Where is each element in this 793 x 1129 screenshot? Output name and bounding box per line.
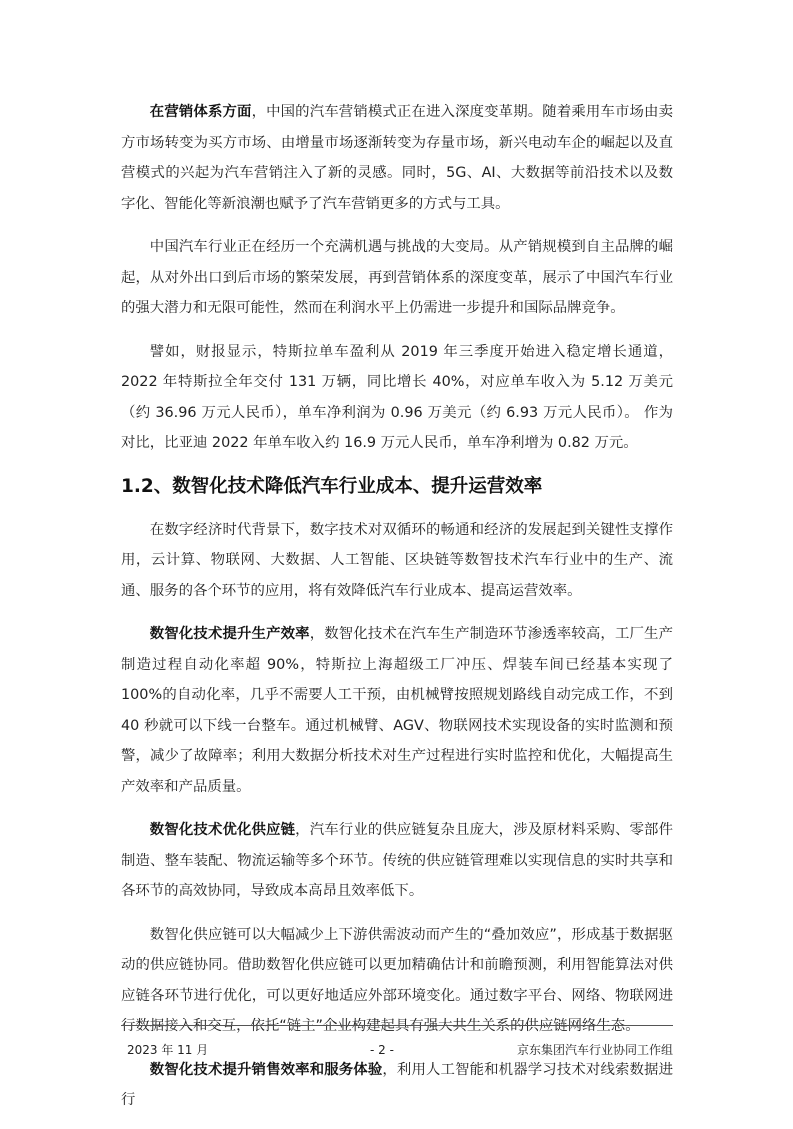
paragraph-lead: 在营销体系方面 <box>149 104 252 120</box>
paragraph-digital-economy <box>121 515 673 607</box>
paragraph-lead: 数智化技术提升生产效率 <box>149 626 310 642</box>
footer-divider <box>121 1025 673 1026</box>
paragraph-text: ，利用人工智能和机器学习技术对线索数据进行 <box>121 1061 673 1108</box>
paragraph-marketing <box>121 97 673 219</box>
paragraph-text: 譬如，财报显示，特斯拉单车盈利从 2019 年三季度开始进入稳定增长通道，2022 年特斯拉全年交付 131 万辆，同比增长 40%，对应单车收入为 5.12 万美元（约 36.96 万元人民币），单车净利润为 0.96 万美元（约 6.93 万元人民币）。 作为对比，比亚迪 2022 年单车收入约 16.9 万元人民币，单车净利增为 0.82 万元。 <box>121 343 673 451</box>
paragraph-tesla-byd <box>121 337 673 459</box>
paragraph-text: 数智化供应链可以大幅减少上下游供需波动而产生的“叠加效应”，形成基于数据驱动的供应链协同。借助数智化供应链可以更加精确估计和前瞻预测，利用智能算法对供应链各环节进行优化，可以更好地适应外部环境变化。通过数字平台、网络、物联网进行数据接入和交互，依托“链主”企业构建起具有强大共生关系的供应链网络生态。 <box>121 926 673 1034</box>
paragraph-text: 中国汽车行业正在经历一个充满机遇与挑战的大变局。从产销规模到自主品牌的崛起，从对外出口到后市场的繁荣发展，再到营销体系的深度变革，展示了中国汽车行业的强大潜力和无限可能性，然而在利润水平上仍需进一步提升和国际品牌竞争。 <box>121 239 673 316</box>
paragraph-sales-efficiency <box>121 1055 673 1116</box>
paragraph-digital-supply-chain <box>121 920 673 1042</box>
section-heading: 1.2、数智化技术降低汽车行业成本、提升运营效率 <box>121 475 543 497</box>
paragraph-industry-change <box>121 232 673 324</box>
paragraph-lead: 数智化技术优化供应链 <box>149 822 296 838</box>
paragraph-text: ，汽车行业的供应链复杂且庞大，涉及原材料采购、零部件制造、整车装配、物流运输等多个环节。传统的供应链管理难以实现信息的实时共享和各环节的高效协同，导致成本高昂且效率低下。 <box>121 822 673 899</box>
paragraph-text: ，中国的汽车营销模式正在进入深度变革期。随着乘用车市场由卖方市场转变为买方市场、由增量市场逐渐转变为存量市场，新兴电动车企的崛起以及直营模式的兴起为汽车营销注入了新的灵感。同时，5G、AI、大数据等前沿技术以及数字化、智能化等新浪潮也赋予了汽车营销更多的方式与工具。 <box>121 104 673 212</box>
page-body <box>121 97 673 1129</box>
paragraph-text: 在数字经济时代背景下，数字技术对双循环的畅通和经济的发展起到关键性支撑作用，云计算、物联网、大数据、人工智能、区块链等数智技术汽车行业中的生产、流通、服务的各个环节的应用，将有效降低汽车行业成本、提高运营效率。 <box>121 521 673 599</box>
footer-date: 2023 年 11 月 <box>127 1043 209 1057</box>
page-footer <box>127 1040 673 1060</box>
paragraph-lead: 数智化技术提升销售效率和服务体验 <box>149 1061 383 1078</box>
page-number: - 2 - <box>370 1043 394 1057</box>
footer-organization: 京东集团汽车行业协同工作组 <box>516 1043 673 1057</box>
paragraph-text: ，数智化技术在汽车生产制造环节渗透率较高，工厂生产制造过程自动化率超 90%，特斯拉上海超级工厂冲压、焊装车间已经基本实现了 100%的自动化率，几乎不需要人工干预，由机械臂按照规划路线自动完成工作，不到 40 秒就可以下线一台整车。通过机械臂、AGV、物联网技术实现设备的实时监测和预警，减少了故障率；利用大数据分析技术对生产过程进行实时监控和优化，大幅提高生产效率和产品质量。 <box>121 626 673 795</box>
paragraph-supply-chain <box>121 815 673 907</box>
paragraph-production-efficiency <box>121 619 673 802</box>
